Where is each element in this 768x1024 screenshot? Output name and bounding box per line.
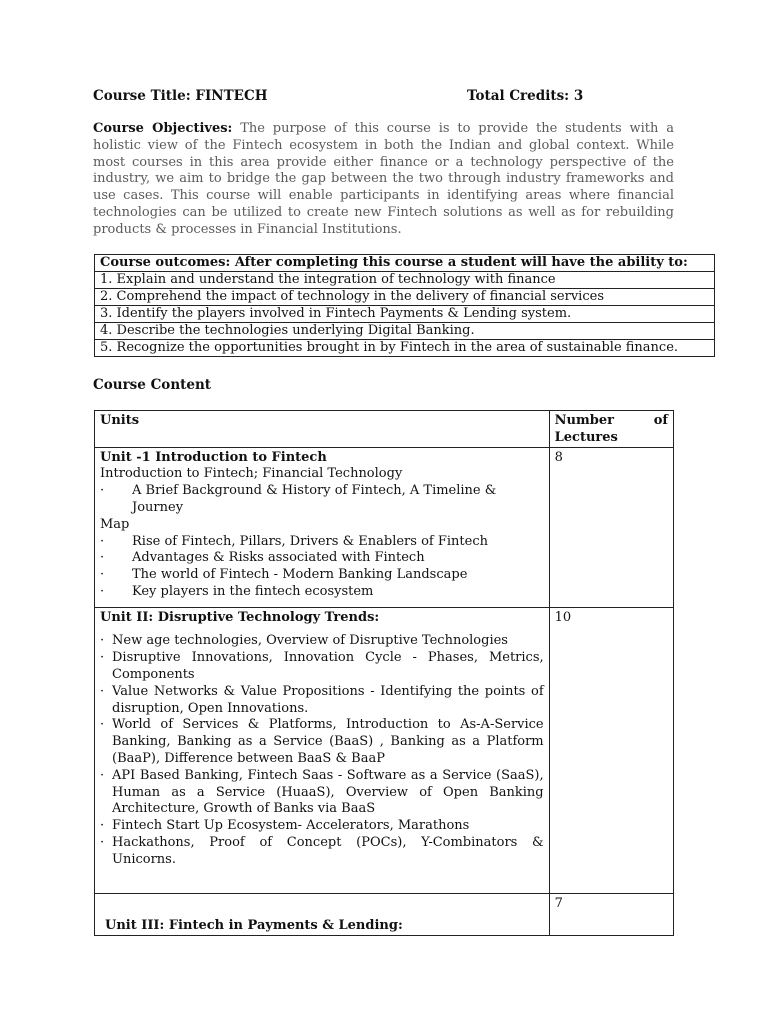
list-item: · World of Services & Platforms, Introduction to As-A-Service Banking, Banking as a Service (BaaS) , Banking as a Platform (BaaP), Difference between BaaS & BaaP xyxy=(100,717,544,766)
list-item: · Key players in the fintech ecosystem xyxy=(100,583,374,599)
list-item: · Advantages & Risks associated with Fintech xyxy=(100,550,425,566)
outcome-item: 3. Identify the players involved in Fintech Payments & Lending system. xyxy=(95,306,715,323)
lectures-header-c: Lectures xyxy=(554,429,618,445)
list-item: · API Based Banking, Fintech Saas - Software as a Service (SaaS), Human as a Service (HuaaS), Overview of Open Banking Architecture, Growth of Banks via BaaS xyxy=(100,767,544,817)
lectures-header-a: Number xyxy=(554,413,614,428)
list-item: · New age technologies, Overview of Disruptive Technologies xyxy=(100,633,508,649)
unit-1-intro: Introduction to Fintech; Financial Technology xyxy=(100,466,403,482)
unit-1-cell xyxy=(95,447,550,607)
course-title: Course Title: FINTECH xyxy=(93,88,268,104)
unit-1-lectures: 8 xyxy=(549,447,673,607)
unit-2-lectures: 10 xyxy=(549,607,673,893)
course-content-heading: Course Content xyxy=(93,377,212,393)
list-item: · Hackathons, Proof of Concept (POCs), Y-Combinators & Unicorns. xyxy=(100,834,544,867)
objectives-label: Course Objectives: xyxy=(93,121,233,136)
list-item: · Rise of Fintech, Pillars, Drivers & Enablers of Fintech xyxy=(100,533,488,549)
list-item: · Value Networks & Value Propositions - Identifying the points of disruption, Open Innovations. xyxy=(100,683,544,716)
units-table xyxy=(94,410,674,936)
list-item: · Fintech Start Up Ecosystem- Accelerators, Marathons xyxy=(100,818,470,834)
outcomes-header: Course outcomes: After completing this course a student will have the ability to: xyxy=(95,255,715,272)
outcome-item: 5. Recognize the opportunities brought in by Fintech in the area of sustainable finance. xyxy=(95,340,715,357)
lectures-header xyxy=(549,411,673,448)
course-objectives xyxy=(93,121,674,239)
outcome-item: 1. Explain and understand the integration of technology with finance xyxy=(95,272,715,289)
list-item: · The world of Fintech - Modern Banking Landscape xyxy=(100,567,468,583)
units-header: Units xyxy=(95,411,550,448)
list-item: · A Brief Background & History of Fintech, A Timeline & Journey xyxy=(100,483,497,515)
unit-3-title: Unit III: Fintech in Payments & Lending: xyxy=(95,893,550,935)
unit-2-cell xyxy=(95,607,550,893)
outcomes-table xyxy=(94,254,715,357)
total-credits: Total Credits: 3 xyxy=(467,88,584,104)
unit-3-lectures: 7 xyxy=(549,893,673,935)
unit-1-title: Unit -1 Introduction to Fintech xyxy=(100,449,327,465)
lectures-header-b: of xyxy=(653,413,668,428)
list-item-wrap: Map xyxy=(100,516,130,532)
list-item: · Disruptive Innovations, Innovation Cycle - Phases, Metrics, Components xyxy=(100,650,544,682)
outcome-item: 2. Comprehend the impact of technology in the delivery of financial services xyxy=(95,289,715,306)
outcome-item: 4. Describe the technologies underlying Digital Banking. xyxy=(95,323,715,340)
unit-2-title: Unit II: Disruptive Technology Trends: xyxy=(100,609,380,625)
objectives-text: The purpose of this course is to provide the students with a holistic view of the Fintech ecosystem in both the Indian and global context. While most courses in this area provide either finance or a technology perspective of the industry, we aim to bridge the gap between the two through industry frameworks and use cases. This course will enable participants in identifying areas where financial technologies can be utilized to create new Fintech solutions as well as for rebuilding products & processes in Financial Institutions. xyxy=(93,121,674,237)
